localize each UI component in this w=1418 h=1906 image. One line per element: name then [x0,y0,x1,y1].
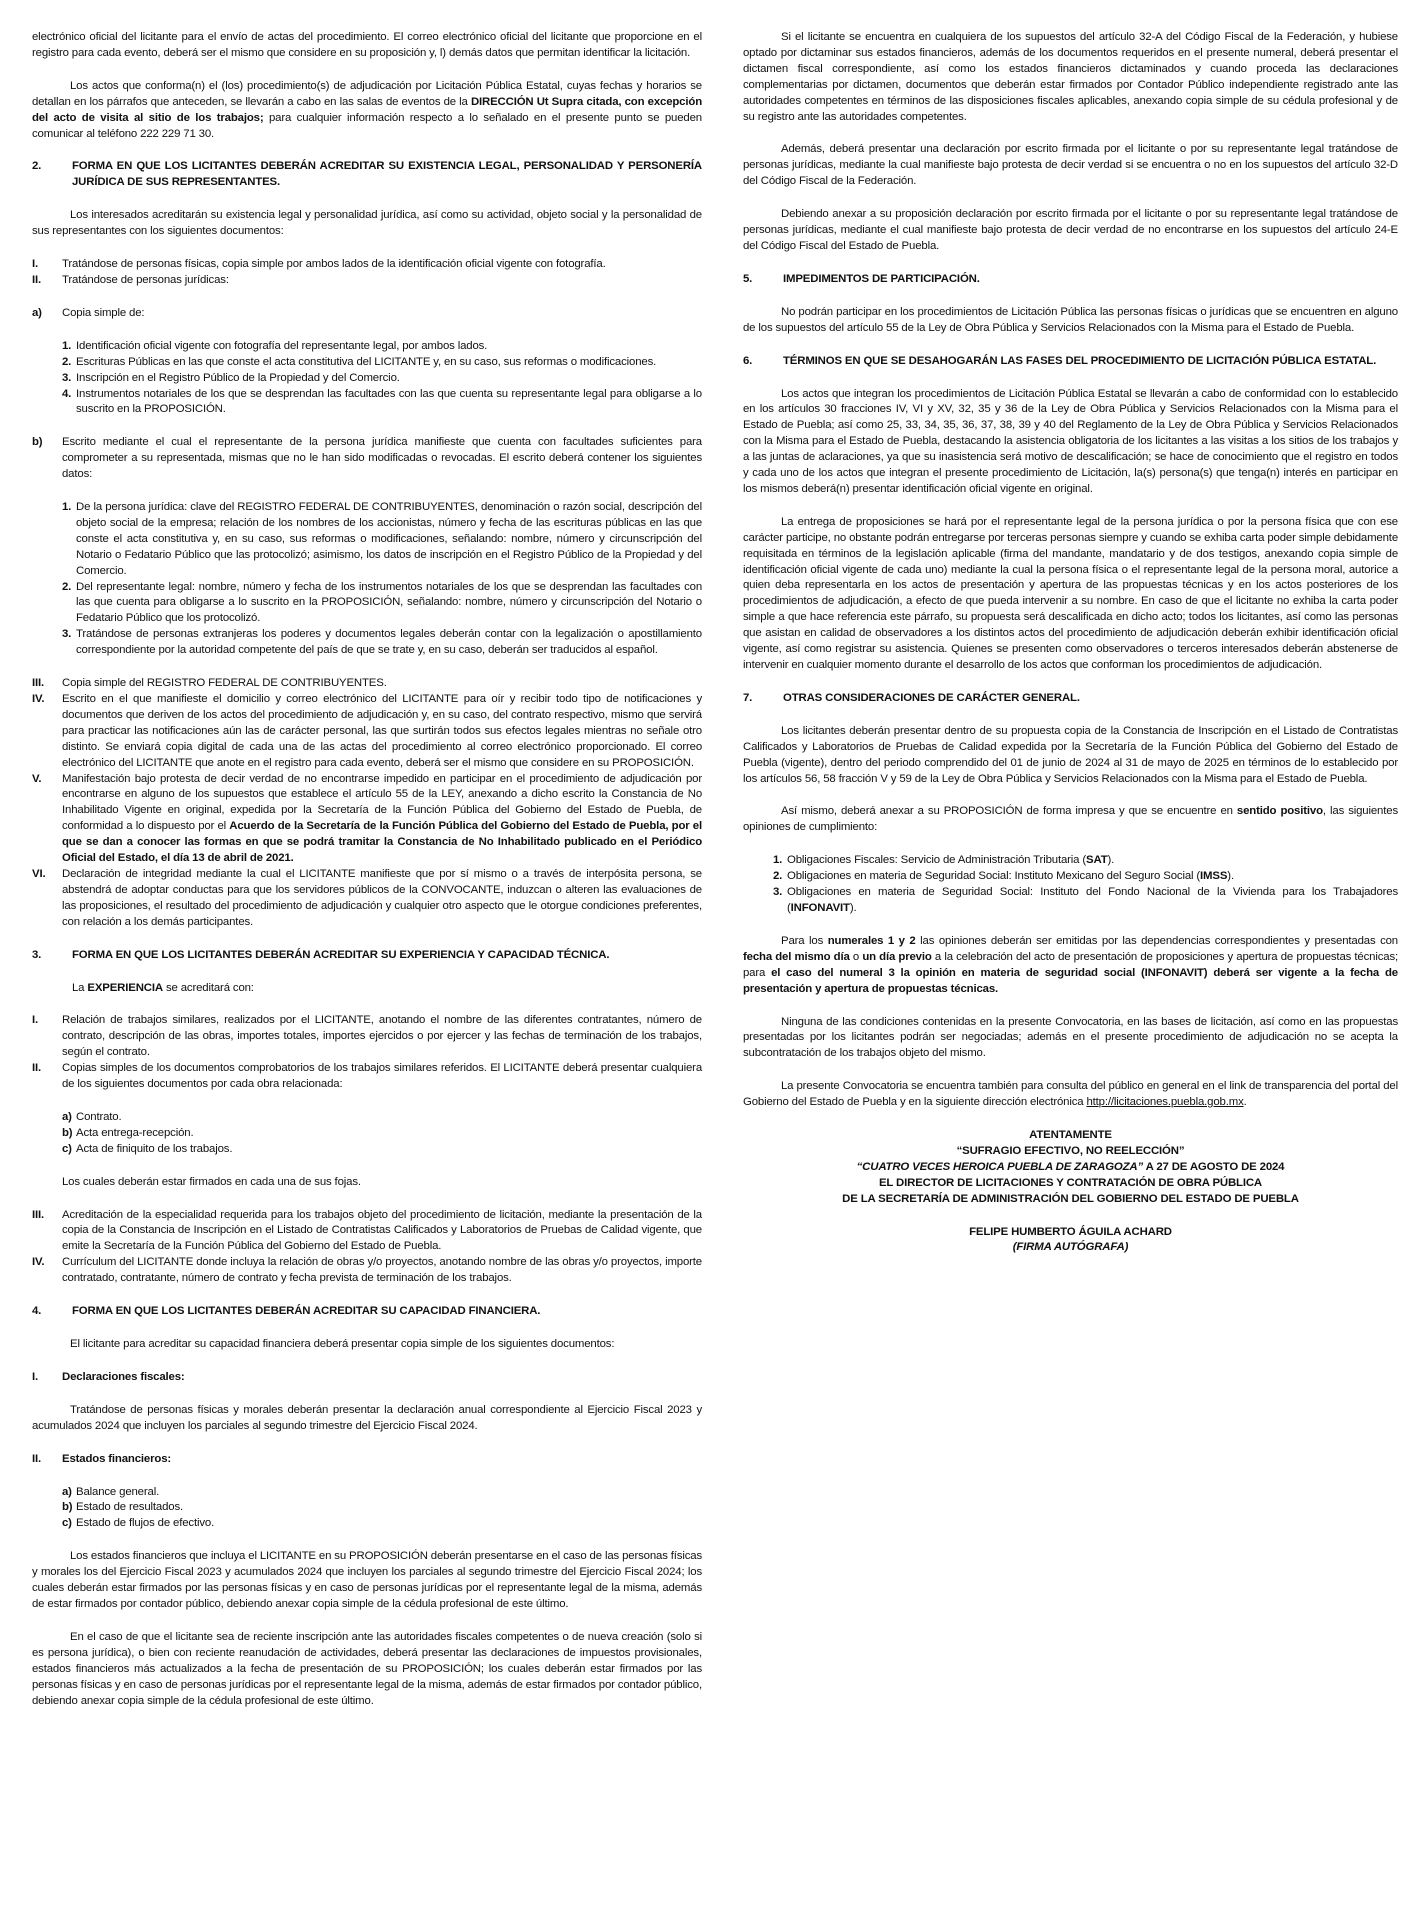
list-text [787,853,1398,869]
text: La [72,981,88,994]
list-item [32,273,702,289]
paragraph: No podrán participar en los procedimientos de Licitación Pública las personas físicas o jurídicas que se encuentren en alguno de los supuestos del artículo 55 de la Ley de Obra Pública y Servicios Relacionados con la Misma para el Estado de Puebla. [743,305,1398,334]
list-marker: a) [32,306,42,319]
list-text [787,885,1398,917]
text-italic: “CUATRO VECES HEROICA PUEBLA DE ZARAGOZA” [856,1160,1144,1173]
section-heading [32,159,702,191]
text: Obligaciones en materia de Seguridad Social: Instituto Mexicano del Seguro Social ( [787,870,1201,883]
list-text: Inscripción en el Registro Público de la Propiedad y del Comercio. [76,371,400,384]
list-marker: III. [32,1208,45,1221]
section-heading [32,948,702,964]
list-item [32,257,702,273]
paragraph: Los cuales deberán estar firmados en cada una de sus fojas. [62,1175,361,1188]
list-item [32,1452,702,1468]
signature-line [743,1160,1398,1176]
signature-note: (FIRMA AUTÓGRAFA) [1012,1241,1129,1254]
text-bold: un día previo [862,950,932,963]
text: las opiniones deberán ser emitidas por las dependencias correspondientes y presentadas con [915,934,1398,947]
list-text: Identificación oficial vigente con fotografía del representante legal, por ambos lados. [76,339,488,352]
list-text: Balance general. [76,1485,160,1498]
list-text: Declaración de integridad mediante la cual el LICITANTE manifieste que por sí mismo o a través de interpósita persona, se abstendrá de adoptar conductas para que los servidores públicos de la CONVOCANTE, induzcan o alteren las evaluaciones de las proposiciones, el resultado del procedimiento de adjudicación y cualquier otro aspecto que le otorgue condiciones preferentes, con relación a los demás participantes. [62,867,702,928]
list-marker: b) [62,1126,73,1139]
text-bold: EXPERIENCIA [87,981,163,994]
text-bold: fecha del mismo día [743,950,850,963]
paragraph [32,981,702,997]
section-number: 5. [743,272,753,285]
paragraph: Si el licitante se encuentra en cualquiera de los supuestos del artículo 32-A del Código Fiscal de la Federación, y hubiese optado por dictaminar sus estados financieros, además de los documentos requeridos en el presente numeral, deberá presentar el dictamen fiscal correspondiente, así como los estados financieros dictaminados y cuando proceda las declaraciones complementarias por dictamen, documentos que deberán estar firmados por Contador Público independiente registrado ante las autoridades competentes en términos de las disposiciones fiscales aplicables, anexando copia simple de su cédula profesional y de su registro ante las autoridades competentes. [743,31,1398,123]
text: Los actos que conforma(n) el (los) procedimiento(s) de adjudicación por Licitación Pública Estatal, cuyas fechas y horarios se detallan en los párrafos que anteceden, se llevarán a cabo en las salas de eventos de la [32,79,702,108]
list-marker: a) [62,1110,72,1123]
list-item [32,1208,702,1256]
list-marker: 3. [62,371,72,384]
list-marker: 2. [62,580,72,593]
section-number: 7. [743,691,753,704]
list-item [32,772,702,867]
list-text: Relación de trabajos similares, realizados por el LICITANTE, anotando el nombre de las diferentes contratantes, número de contrato, descripción de las obras, importes totales, importes ejercidos o por ejercer y las fechas de terminación de los trabajos, según el contrato. [62,1014,702,1059]
section-title: FORMA EN QUE LOS LICITANTES DEBERÁN ACREDITAR SU CAPACIDAD FINANCIERA. [72,1305,541,1318]
text: para cualquier información respecto a lo señalado en el presente punto se pueden comunicar al teléfono 222 229 71 30. [32,111,702,140]
list-marker: III. [32,677,45,690]
list-item [32,500,702,580]
list-text: De la persona jurídica: clave del REGISTRO FEDERAL DE CONTRIBUYENTES, denominación o razón social, descripción del objeto social de la empresa; relación de los nombres de los accionistas, número y fecha de las escrituras públicas en las que conste el acta constitutiva y, en su caso, sus reformas o modificaciones, señalando: nombre, número y circunscripción del Notario o Fedatario Público que las protocolizó; asimismo, los datos de inscripción en el Registro Público de la Propiedad y del Comercio. [76,501,702,577]
paragraph: Los licitantes deberán presentar dentro de su propuesta copia de la Constancia de Inscripción en el Listado de Contratistas Calificados y Laboratorios de Pruebas de Calidad expedida por la Secretaría de la Función Pública del Gobierno del Estado de Puebla (vigente), dentro del periodo comprendido del 01 de junio de 2024 al 31 de mayo de 2025 en términos de lo establecido por los artículos 56, 58 fracción V y 59 de la Ley de Obra Pública y Servicios Relacionados con la Misma para el Estado de Puebla. [743,724,1398,785]
text: ). [849,901,857,914]
list-marker: b) [32,436,43,449]
list-item [32,355,702,371]
list-item [32,1485,702,1501]
paragraph [743,804,1398,836]
list-marker: V. [32,772,42,785]
list-marker: II. [32,1452,42,1465]
text: . [1243,1096,1247,1109]
section-heading [743,691,1398,707]
signature-line: DE LA SECRETARÍA DE ADMINISTRACIÓN DEL GOBIERNO DEL ESTADO DE PUEBLA [842,1192,1299,1205]
text-bold: SAT [1086,854,1108,867]
list-marker: II. [32,1062,42,1075]
signatory-name: FELIPE HUMBERTO ÁGUILA ACHARD [969,1225,1172,1238]
list-text: Escrito en el que manifieste el domicilio y correo electrónico del LICITANTE para oír y recibir todo tipo de notificaciones y documentos que deriven de los actos del procedimiento de adjudicación y, en su caso, del contrato respectivo, mismo que servirá para practicar las notificaciones aún las de carácter personal, las que surtirán todos sus efectos legales mientras no señale otro distinto. Se enviará copia digital de cada una de las actas del procedimiento al correo electrónico proporcionado. El correo electrónico del LICITANTE que anote en el registro para cada evento, deberá ser el mismo que considere en su PROPOSICIÓN. [62,693,702,769]
list-text: Copia simple del REGISTRO FEDERAL DE CONTRIBUYENTES. [62,677,387,690]
list-text: Tratándose de personas físicas, copia simple por ambos lados de la identificación oficial vigente con fotografía. [62,258,606,271]
list-marker: I. [32,1014,39,1027]
list-item [32,339,702,355]
section-number: 3. [32,948,42,961]
paragraph: Debiendo anexar a su proposición declaración por escrito firmada por el licitante o por su representante legal tratándose de personas jurídicas, mediante el cual manifieste bajo protesta de decir verdad de no encontrarse en los supuestos del artículo 24-E del Código Fiscal del Estado de Puebla. [743,208,1398,252]
list-item [32,1126,702,1142]
list-text: Copias simples de los documentos comprobatorios de los trabajos similares referidos. El LICITANTE deberá presentar cualquiera de los siguientes documentos por cada obra relacionada: [62,1062,702,1091]
text: Obligaciones Fiscales: Servicio de Administración Tributaria ( [787,854,1087,867]
list-item [32,867,702,931]
section-title: TÉRMINOS EN QUE SE DESAHOGARÁN LAS FASES DEL PROCEDIMIENTO DE LICITACIÓN PÚBLICA ESTATAL. [783,354,1377,367]
list-marker: II. [32,273,42,286]
section-title: FORMA EN QUE LOS LICITANTES DEBERÁN ACREDITAR SU EXISTENCIA LEGAL, PERSONALIDAD Y PERSONERÍA JURÍDICA DE SUS REPRESENTANTES. [72,160,702,189]
signature-block [743,1128,1398,1256]
section-heading [743,354,1398,370]
text: La presente Convocatoria se encuentra también para consulta del público en general en el link de transparencia del portal del Gobierno del Estado de Puebla y en la siguiente dirección electrónica [743,1080,1398,1109]
text-bold: sentido positivo [1236,805,1323,818]
list-marker: VI. [32,867,46,880]
list-text: Acreditación de la especialidad requerida para los trabajos objeto del procedimiento de licitación, mediante la presentación de la copia de la Constancia de Inscripción en el Listado de Contratistas Calificados y Laboratorios de Pruebas de Calidad vigente, que emite la Secretaría de la Función Pública del Gobierno del Estado de Puebla. [62,1208,702,1253]
list-item [743,869,1398,885]
list-item [32,387,702,419]
list-item [32,371,702,387]
list-marker: 1. [62,339,72,352]
list-marker: a) [62,1485,72,1498]
left-column [32,30,702,1726]
list-text: Currículum del LICITANTE donde incluya la relación de obras y/o proyectos, anotando nombre de las obras y/o proyectos, importe contratado, contratante, número de contrato y fecha prevista de terminación de los trabajos. [62,1256,702,1285]
text: Para los [781,934,828,947]
list-text: Estado de resultados. [76,1501,184,1514]
text: Manifestación bajo protesta de decir verdad de no encontrarse impedido en participar en el procedimiento de adjudicación por encontrarse en alguno de los supuestos que establece el artículo 55 de la LEY, anexando a dicho escrito la Constancia de No Inhabilitado Vigente en original, expedida por la Secretaría de la Función Pública del Gobierno del Estado de Puebla, de conformidad a lo dispuesto por el [62,772,702,833]
right-column [743,30,1398,1256]
list-text: Escrituras Públicas en las que conste el acta constitutiva del LICITANTE y, en su caso, sus reformas o modificaciones. [76,355,657,368]
list-text: Tratándose de personas extranjeras los poderes y documentos legales deberán contar con la legalización o apostillamiento correspondiente por la autoridad competente del país de que se trate y, en su caso, deberán ser traducidos al español. [76,628,702,657]
list-text: Instrumentos notariales de los que se desprendan las facultades con las que cuenta su representante legal para obligarse a lo suscrito en la PROPOSICIÓN. [76,387,702,416]
section-heading [743,272,1398,288]
text: ). [1107,854,1115,867]
list-item [32,692,702,772]
paragraph: En el caso de que el licitante sea de reciente inscripción ante las autoridades fiscales competentes o de nueva creación (solo si es persona jurídica), o bien con reciente reanudación de actividades, deberá presentar las declaraciones de impuestos provisionales, estados financieros más actualizados a la fecha de presentación de su PROPOSICIÓN; los cuales deberán estar firmados por las personas físicas y en caso de personas jurídicas por el representante legal de la misma, además de estar firmados por contador público, debiendo anexar copia simple de la cédula profesional de este último. [32,1630,702,1707]
list-item [32,1061,702,1093]
list-text: Del representante legal: nombre, número y fecha de los instrumentos notariales de los que se desprendan las facultades con las que cuenta para obligarse a lo suscrito en la PROPOSICIÓN, señalando: nombre, número y circunscripción del Notario o Fedatario Público que los protocolizó. [76,580,702,625]
list-item [32,580,702,628]
signature-line: EL DIRECTOR DE LICITACIONES Y CONTRATACIÓN DE OBRA PÚBLICA [878,1176,1263,1189]
section-title: FORMA EN QUE LOS LICITANTES DEBERÁN ACREDITAR SU EXPERIENCIA Y CAPACIDAD TÉCNICA. [72,948,610,961]
text: o [849,950,863,963]
list-item [32,306,702,322]
section-title: OTRAS CONSIDERACIONES DE CARÁCTER GENERAL. [783,691,1080,704]
list-item [32,1255,702,1287]
list-marker: 2. [62,355,72,368]
list-marker: IV. [32,1256,45,1269]
list-marker: I. [32,1370,39,1383]
list-marker: c) [62,1517,72,1530]
list-text: Escrito mediante el cual el representante de la persona jurídica manifieste que cuenta con facultades suficientes para comprometer a su representada, mismas que no le han sido modificadas o revocadas. El escrito deberá contener los siguientes datos: [62,436,702,481]
list-item [32,627,702,659]
text: ). [1227,870,1234,883]
list-item [32,435,702,483]
text-bold: INFONAVIT [790,901,850,914]
list-text: Declaraciones fiscales: [62,1370,185,1383]
paragraph: El licitante para acreditar su capacidad financiera deberá presentar copia simple de los siguientes documentos: [70,1338,615,1350]
list-text: Contrato. [76,1110,122,1123]
paragraph [743,1079,1398,1111]
section-heading [32,1304,702,1320]
list-text: Tratándose de personas jurídicas: [62,273,229,286]
list-marker: b) [62,1501,73,1514]
list-marker: I. [32,258,39,271]
section-number: 4. [32,1305,42,1318]
paragraph: Tratándose de personas físicas y morales deberán presentar la declaración anual correspondiente al Ejercicio Fiscal 2023 y acumulados 2024 que incluyen los parciales al segundo trimestre del Ejercicio Fiscal 2024. [32,1403,702,1432]
paragraph [32,79,702,143]
text-bold: DIRECCIÓN Ut Supra citada, con excepción del acto de visita al sitio de los trabajos; [32,95,702,124]
list-item [743,885,1398,917]
list-text: Estado de flujos de efectivo. [76,1517,215,1530]
text: a la celebración del acto de presentación de proposiciones y apertura de propuestas técnicas; para [743,950,1399,979]
list-marker: 1. [62,501,72,514]
list-marker: 2. [773,870,783,883]
paragraph [743,934,1398,998]
list-item [32,1500,702,1516]
section-number: 6. [743,354,753,367]
list-item [32,1110,702,1126]
text-bold: numerales 1 y 2 [827,934,916,947]
paragraph: Los interesados acreditarán su existencia legal y personalidad jurídica, así como su actividad, objeto social y la personalidad de sus representantes con los siguientes documentos: [32,209,702,238]
paragraph: Los estados financieros que incluya el LICITANTE en su PROPOSICIÓN deberán presentarse en el caso de las personas físicas y morales los del Ejercicio Fiscal 2023 y acumulados 2024 que incluyen los parciales al segundo trimestre del Ejercicio Fiscal 2024; los cuales deberán estar firmados por las personas físicas y en caso de personas jurídicas por el representante legal de la misma, además de estar firmados por contador público, debiendo anexar copia simple de la cédula profesional de este último. [32,1550,702,1610]
transparency-link[interactable]: http://licitaciones.puebla.gob.mx [1086,1096,1244,1109]
list-text: Acta de finiquito de los trabajos. [76,1142,233,1155]
list-item [32,1142,702,1158]
list-marker: 1. [773,854,783,867]
text-bold: IMSS [1200,870,1228,883]
signature-line: ATENTAMENTE [1029,1129,1112,1142]
paragraph: La entrega de proposiciones se hará por el representante legal de la persona jurídica o por la persona física que con ese carácter participe, no obstante podrán entregarse por terceras personas siempre y cuando se exhiba carta poder simple debidamente requisitada en términos de la legislación aplicable (firma del mandante, mandatario y de dos testigos, anexando copia simple de identificación oficial vigente de cada uno) mediante la cual la persona física o el representante legal de la persona moral, autorice a quien deba representarla en los actos de presentación y apertura de las propuestas técnicas y en los actos posteriores de los procedimientos de adjudicación, a efecto de que pueda intervenir a su nombre. En caso de que el licitante no exhiba la carta poder simple a que hace referencia este párrafo, su propuesta será descalificada en dicho acto; todos los licitantes, así como las personas que asistan en calidad de observadores a los distintos actos del procedimiento de adjudicación deberán exhibir identificación oficial vigente, así como registrar su asistencia. Quienes se presenten como observadores o terceros interesados deberán abstenerse de intervenir en cualquier momento durante el desarrollo de los actos que conforman los procedimientos de adjudicación. [743,515,1398,671]
text-bold: Acuerdo de la Secretaría de la Función Pública del Gobierno del Estado de Puebla, por el que se dan a conocer las formas en que se podrá tramitar la Constancia de No Inhabilitado publicado en el Periódico Oficial del Estado, el día 13 de abril de 2021. [62,820,702,865]
text: A 27 DE AGOSTO DE 2024 [1143,1160,1285,1173]
text: , las siguientes opiniones de cumplimiento: [743,805,1398,834]
list-text [62,772,702,867]
list-marker: 3. [773,886,783,899]
list-text: Acta entrega-recepción. [76,1126,194,1139]
list-text: Copia simple de: [62,306,145,319]
text: se acreditará con: [162,981,254,994]
list-item [32,1370,702,1386]
list-item [32,676,702,692]
paragraph: Además, deberá presentar una declaración por escrito firmada por el licitante o por su representante legal tratándose de personas jurídicas, mediante la cual manifieste bajo protesta de decir verdad si se encuentra o no en los supuestos del artículo 32-D del Código Fiscal de la Federación. [743,143,1398,188]
list-text: Estados financieros: [62,1452,172,1465]
list-marker: c) [62,1142,72,1155]
section-title: IMPEDIMENTOS DE PARTICIPACIÓN. [783,272,980,285]
text-bold: el caso del numeral 3 la opinión en materia de seguridad social (INFONAVIT) deberá ser vigente a la fecha de presentación y apertura de propuestas técnicas. [743,966,1398,995]
list-marker: 3. [62,628,72,641]
list-marker: IV. [32,693,45,705]
signature-line: “SUFRAGIO EFECTIVO, NO REELECCIÓN” [956,1144,1185,1157]
paragraph: Ninguna de las condiciones contenidas en la presente Convocatoria, en las bases de licitación, así como en las propuestas presentadas por los licitantes podrán ser negociadas; además en el presente procedimiento de adjudicación no se acepta la subcontratación de los trabajos objeto del mismo. [743,1015,1398,1060]
list-item [743,853,1398,869]
list-item [32,1013,702,1061]
list-marker: 4. [62,387,72,400]
text: Obligaciones en materia de Seguridad Social: Instituto del Fondo Nacional de la Vivienda para los Trabajadores ( [787,886,1398,914]
paragraph: Los actos que integran los procedimientos de Licitación Pública Estatal se llevarán a cabo de conformidad con lo establecido en los artículos 30 fracciones IV, VI y XV, 32, 35 y 36 de la Ley de Obra Pública y Servicios Relacionados con la Misma para el Estado de Puebla; así como 25, 33, 34, 35, 36, 37, 38, 39 y 40 del Reglamento de la Ley de Obra Pública y Servicios Relacionados con la Misma para el Estado de Puebla, destacando la asistencia obligatoria de los licitantes a las visitas a los sitios de los trabajos y a las juntas de aclaraciones, ya que su inasistencia será motivo de descalificación; se hace de conocimiento que el registro en todos y cada uno de los actos que integran el presente procedimiento de Licitación, la(s) persona(s) que tenga(n) interés en participar en los mismos deberá(n) presentar identificación oficial vigente en original. [743,387,1398,495]
paragraph: electrónico oficial del licitante para el envío de actas del procedimiento. El correo electrónico oficial del licitante que proporcione en el registro para cada evento, deberá ser el mismo que considere en su proposición y, l) demás datos que permitan identificar la licitación. [32,31,702,59]
section-number: 2. [32,160,42,173]
list-text [787,869,1398,885]
list-item [32,1516,702,1532]
text: Así mismo, deberá anexar a su PROPOSICIÓN de forma impresa y que se encuentre en [781,805,1237,818]
